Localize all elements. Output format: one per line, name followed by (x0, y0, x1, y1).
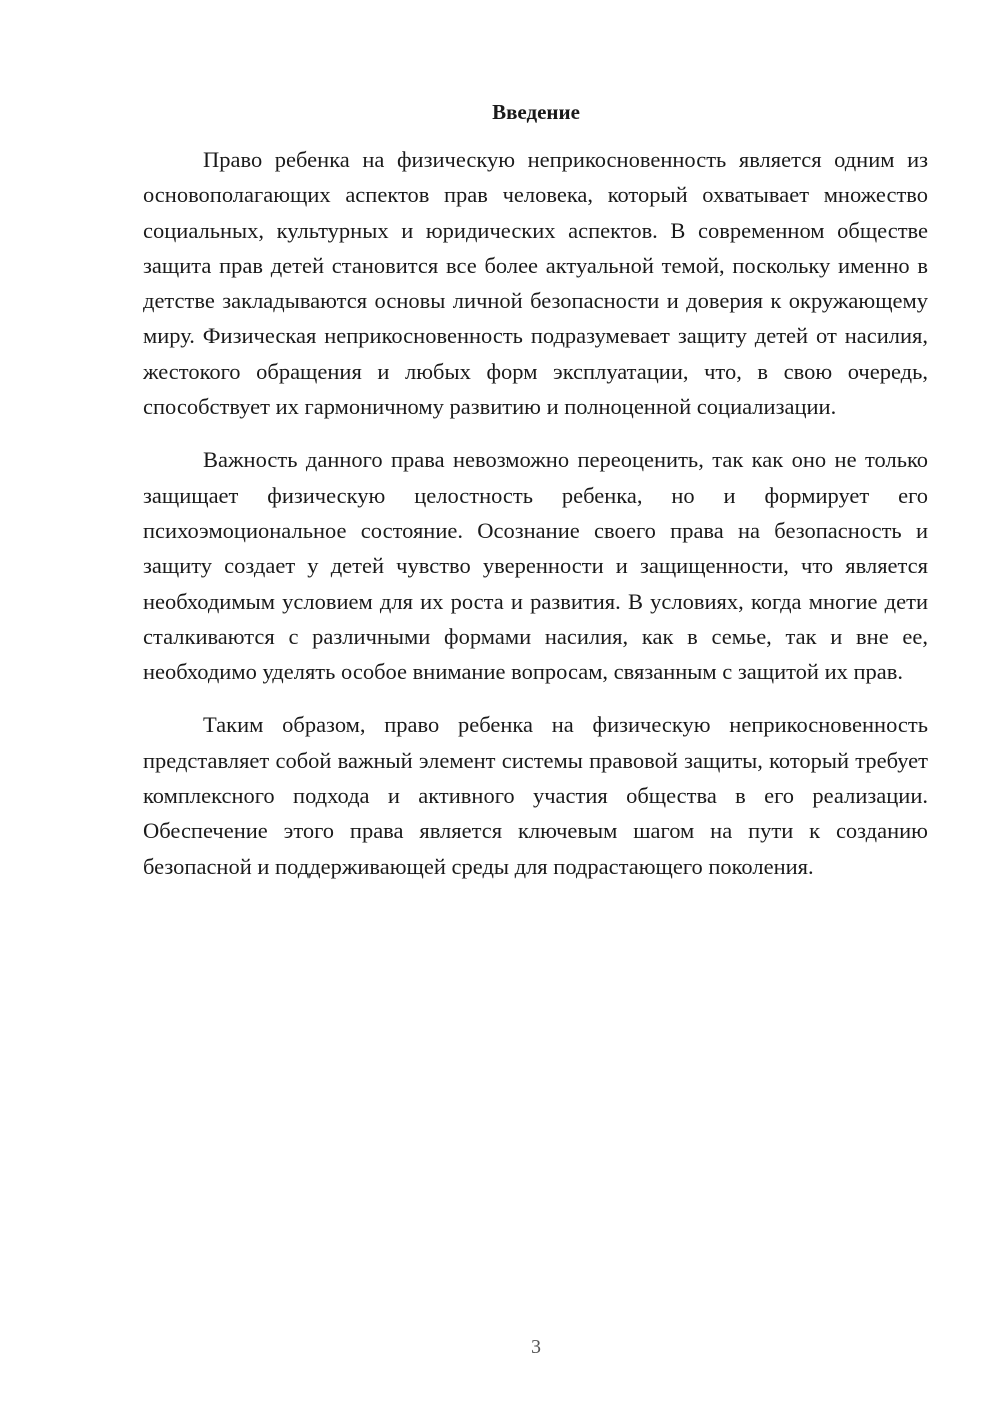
paragraph-1: Право ребенка на физическую неприкосновенность является одним из основополагающих аспектов прав человека, который охватывает множество социальных, культурных и юридических аспектов. В современном обществе защита прав детей становится все более актуальной темой, поскольку именно в детстве закладываются основы личной безопасности и доверия к окружающему миру. Физическая неприкосновенность подразумевает защиту детей от насилия, жестокого обращения и любых форм эксплуатации, что, в свою очередь, способствует их гармоничному развитию и полноценной социализации. (143, 147, 928, 420)
document-body (143, 142, 928, 902)
paragraph-2: Важность данного права невозможно переоценить, так как оно не только защищает физическую целостность ребенка, но и формирует его психоэмоциональное состояние. Осознание своего права на безопасность и защиту создает у детей чувство уверенности и защищенности, что является необходимым условием для их роста и развития. В условиях, когда многие дети сталкиваются с различными формами насилия, как в семье, так и вне ее, необходимо уделять особое внимание вопросам, связанным с защитой их прав. (143, 447, 928, 685)
section-heading: Введение (492, 100, 580, 124)
paragraph-3: Таким образом, право ребенка на физическую неприкосновенность представляет собой важный элемент системы правовой защиты, который требует комплексного подхода и активного участия общества в его реализации. Обеспечение этого права является ключевым шагом на пути к созданию безопасной и поддерживающей среды для подрастающего поколения. (143, 712, 928, 879)
page-number: 3 (531, 1336, 541, 1358)
